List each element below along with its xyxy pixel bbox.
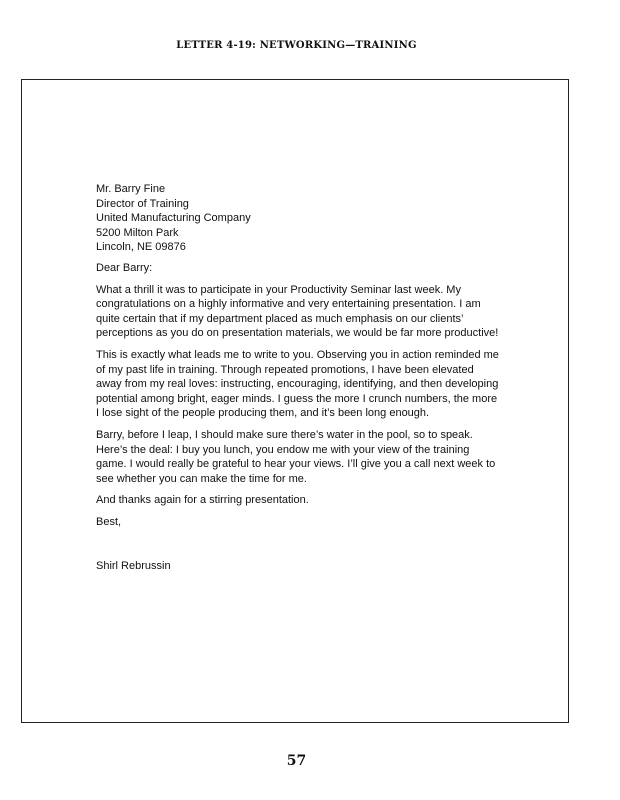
letter-body bbox=[96, 182, 500, 574]
address-line: Lincoln, NE 09876 bbox=[96, 241, 186, 254]
salutation: Dear Barry: bbox=[96, 261, 153, 274]
paragraph: Barry, before I leap, I should make sure there’s water in the pool, so to speak. Here’s the deal: I buy you lunch, you endow me with your view of the training game. I would really be grateful to hear your views. I’ll give you a call next week to see whether you can make the time for me. bbox=[96, 428, 496, 485]
signature-name: Shirl Rebrussin bbox=[96, 560, 171, 573]
address-line: Mr. Barry Fine bbox=[96, 183, 166, 195]
recipient-address bbox=[96, 182, 500, 255]
page-number: 57 bbox=[286, 753, 307, 769]
closing: Best, bbox=[96, 515, 122, 528]
address-line: Director of Training bbox=[96, 197, 189, 210]
paragraph: What a thrill it was to participate in your Productivity Seminar last week. My congratulations on a highly informative and very entertaining presentation. I am quite certain that if my department placed as much emphasis on our clients’ perceptions as you do on presentation materials, we would be far more productive! bbox=[96, 283, 499, 340]
paragraph: And thanks again for a stirring presentation. bbox=[96, 494, 309, 507]
paragraph: This is exactly what leads me to write to you. Observing you in action reminded me of my past life in training. Through repeated promotions, I have been elevated away from my real loves: instructing, encouraging, identifying, and then developing potential among bright, eager minds. I guess the more I crunch numbers, the more I lose sight of the people producing them, and it’s been long enough. bbox=[96, 348, 499, 420]
address-line: 5200 Milton Park bbox=[96, 226, 179, 239]
address-line: United Manufacturing Company bbox=[96, 212, 251, 225]
page-heading: LETTER 4-19: NETWORKING—TRAINING bbox=[176, 40, 417, 51]
